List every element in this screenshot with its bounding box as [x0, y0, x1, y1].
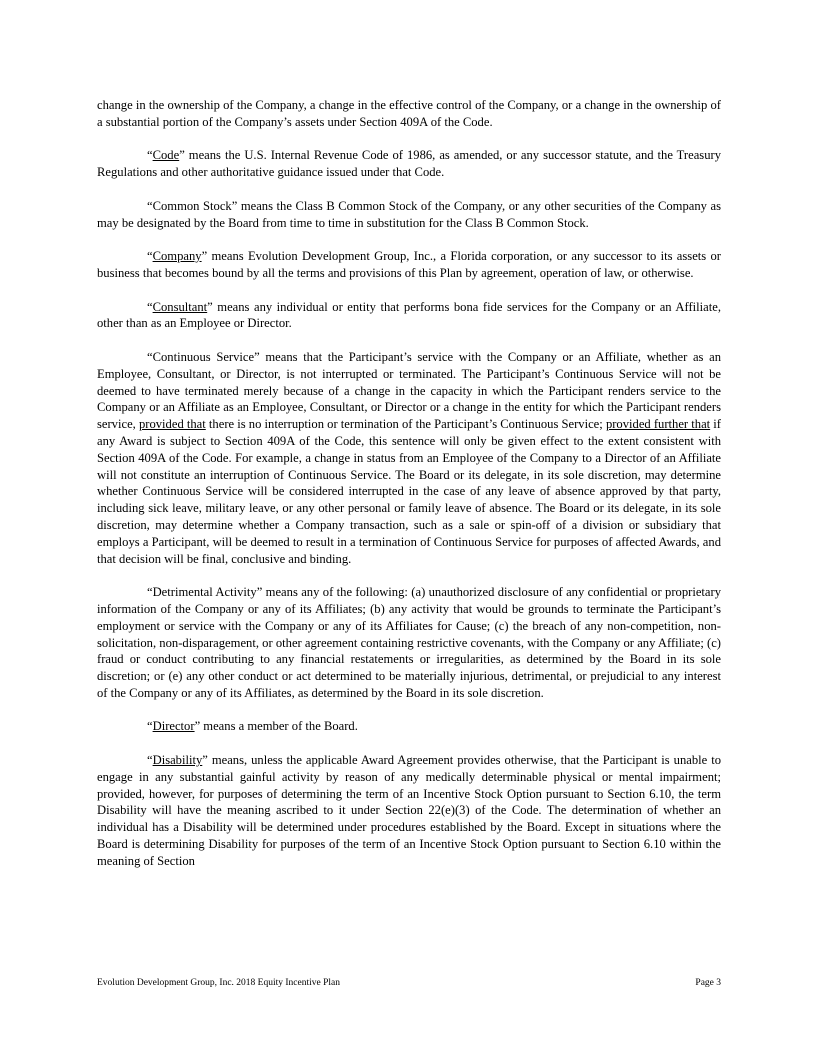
paragraph-text: there is no interruption or termination of the Participant’s Continuous Service;	[205, 417, 606, 432]
body-paragraph	[97, 147, 721, 181]
underlined-term: Code	[152, 148, 180, 163]
body-paragraph	[97, 752, 721, 870]
footer-page-number: Page 3	[695, 978, 721, 988]
body-paragraph	[97, 97, 721, 131]
body-paragraph	[97, 299, 721, 333]
underlined-term: Consultant	[152, 299, 208, 314]
underlined-term: Company	[152, 249, 202, 264]
body-paragraph	[97, 248, 721, 282]
paragraph-text: “	[147, 753, 153, 768]
paragraph-text: ” means, unless the applicable Award Agreement provides otherwise, that the Participant is unable to engage in any substantial gainful activity by reason of any medically determinable physical or mental impairment; provided, however, for purposes of determining the term of an Incentive Stock Option pursuant to Section 6.10, the term Disability will have the meaning ascribed to it under Section 22(e)(3) of the Code. The determination of whether an individual has a Disability will be determined under procedures established by the Board. Except in situations where the Board is determining Disability for purposes of the term of an Incentive Stock Option pursuant to Section 6.10 within the meaning of Section	[97, 753, 721, 868]
body-paragraph	[97, 198, 721, 232]
paragraph-text: “Continuous Service” means that the Participant’s service with the Company or an Affiliate, whether as an Employee, Consultant, or Director, is not interrupted or terminated. The Participant’s Continuous Service will not be deemed to have terminated merely because of a change in the capacity in which the Participant renders service to the Company or an Affiliate as an Employee, Consultant, or Director or a change in the entity for which the Participant renders service,	[97, 349, 721, 432]
body-paragraph	[97, 718, 721, 735]
paragraph-text: if any Award is subject to Section 409A of the Code, this sentence will only be given effect to the extent consistent with Section 409A of the Code. For example, a change in status from an Employee of the Company to a Director of an Affiliate will not constitute an interruption of Continuous Service. The Board or its delegate, in its sole discretion, may determine whether Continuous Service will be considered interrupted in the case of any leave of absence approved by that party, including sick leave, military leave, or any other personal or family leave of absence. The Board or its delegate, in its sole discretion, may determine whether a Company transaction, such as a sale or spin-off of a division or subsidiary that employs a Participant, will be deemed to result in a termination of Continuous Service for purposes of affected Awards, and that decision will be final, conclusive and binding.	[97, 417, 721, 566]
underlined-term: Disability	[152, 753, 203, 768]
paragraph-text: ” means any individual or entity that performs bona fide services for the Company or an Affiliate, other than as an Employee or Director.	[97, 299, 721, 331]
page-footer	[97, 978, 721, 988]
paragraph-text: “	[147, 299, 153, 314]
paragraph-text: ” means Evolution Development Group, Inc., a Florida corporation, or any successor to its assets or business that becomes bound by all the terms and provisions of this Plan by agreement, operation of law, or otherwise.	[97, 249, 721, 280]
underlined-term: Director	[152, 719, 195, 734]
paragraph-text: ” means the U.S. Internal Revenue Code of 1986, as amended, or any successor statute, and the Treasury Regulations and other authoritative guidance issued under that Code.	[97, 148, 721, 180]
paragraph-text: “	[147, 148, 153, 163]
paragraph-text: ” means a member of the Board.	[194, 719, 358, 734]
underlined-term: provided further that	[605, 417, 711, 432]
paragraph-text: “Detrimental Activity” means any of the following: (a) unauthorized disclosure of any confidential or proprietary information of the Company or any of its Affiliates; (b) any activity that would be grounds to terminate the Participant’s employment or service with the Company or any of its Affiliates for Cause; (c) the breach of any non-competition, non-solicitation, non-disparagement, or other agreement containing restrictive covenants, with the Company or any Affiliate; (c) fraud or conduct contributing to any financial restatements or irregularities, as determined by the Board in its sole discretion; or (e) any other conduct or act determined to be materially injurious, detrimental, or prejudicial to any interest of the Company or any of its Affiliates, as determined by the Board in its sole discretion.	[97, 585, 721, 700]
paragraph-text: “	[147, 249, 153, 264]
body-paragraph	[97, 584, 721, 702]
paragraph-text: change in the ownership of the Company, a change in the effective control of the Company, or a change in the ownership of a substantial portion of the Company’s assets under Section 409A of the Code.	[97, 98, 721, 129]
body-paragraph	[97, 349, 721, 567]
underlined-term: provided that	[138, 417, 206, 432]
document-body	[97, 97, 721, 886]
footer-document-title: Evolution Development Group, Inc. 2018 Equity Incentive Plan	[97, 978, 340, 988]
paragraph-text: “	[147, 719, 153, 734]
paragraph-text: “Common Stock” means the Class B Common Stock of the Company, or any other securities of the Company as may be designated by the Board from time to time in substitution for the Class B Common Stock.	[97, 198, 721, 230]
